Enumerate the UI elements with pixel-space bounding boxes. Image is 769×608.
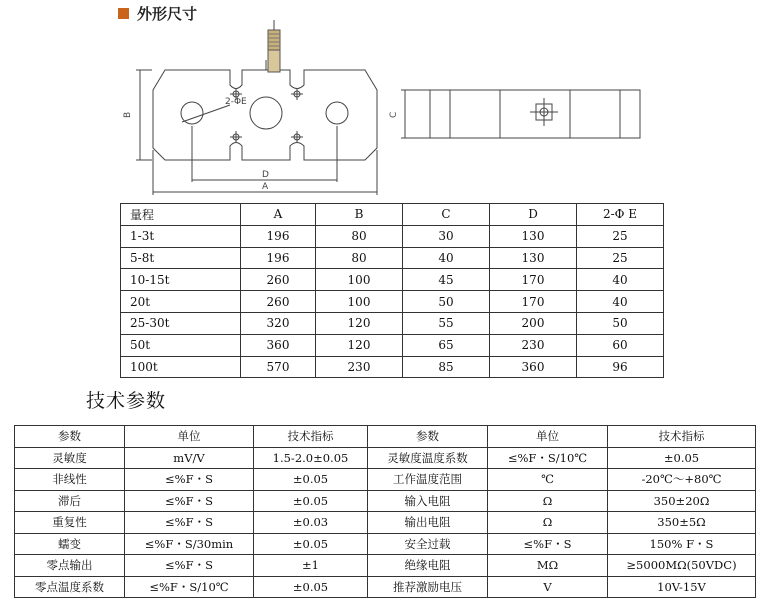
table-row — [121, 334, 664, 356]
table-cell: 100 — [316, 269, 403, 291]
table-cell: 灵敏度温度系数 — [368, 447, 488, 469]
table-cell: 570 — [241, 356, 316, 378]
table-cell: ≥5000MΩ(50VDC) — [608, 555, 756, 577]
side-view — [401, 90, 640, 138]
table-cell: 230 — [490, 334, 577, 356]
table-cell: 60 — [577, 334, 664, 356]
table-cell: 滞后 — [15, 490, 125, 512]
table-cell: 360 — [490, 356, 577, 378]
table-cell: 1-3t — [121, 225, 241, 247]
table-cell: 80 — [316, 225, 403, 247]
table-cell: 40 — [577, 269, 664, 291]
header-cell: B — [316, 204, 403, 226]
table-cell: ≤%F・S — [125, 555, 254, 577]
table-cell: 50 — [577, 312, 664, 334]
table-cell: ±0.05 — [254, 533, 368, 555]
table-cell: Ω — [488, 490, 608, 512]
table-cell: 350±20Ω — [608, 490, 756, 512]
table-cell: 170 — [490, 269, 577, 291]
table-cell: 输出电阻 — [368, 512, 488, 534]
table-cell: 10V-15V — [608, 576, 756, 598]
table-row — [121, 247, 664, 269]
table-row — [15, 447, 756, 469]
table-cell: 360 — [241, 334, 316, 356]
label-D: D — [262, 170, 269, 180]
table-cell: 50t — [121, 334, 241, 356]
table-cell: 10-15t — [121, 269, 241, 291]
table-cell: 85 — [403, 356, 490, 378]
table-cell: ≤%F・S/10℃ — [125, 576, 254, 598]
table-cell: mV/V — [125, 447, 254, 469]
table-cell: ≤%F・S — [125, 512, 254, 534]
table-row — [15, 576, 756, 598]
table-cell: 40 — [577, 291, 664, 313]
label-A: A — [262, 182, 269, 192]
table-cell: ≤%F・S — [125, 490, 254, 512]
header-cell: 2-Φ E — [577, 204, 664, 226]
table-row — [121, 269, 664, 291]
header-cell: C — [403, 204, 490, 226]
table-cell: V — [488, 576, 608, 598]
table-cell: 196 — [241, 225, 316, 247]
table-cell: 非线性 — [15, 469, 125, 491]
header-cell: 量程 — [121, 204, 241, 226]
table-cell: 40 — [403, 247, 490, 269]
center-hole — [250, 97, 282, 129]
label-hole: 2-ΦE — [225, 97, 247, 107]
table-cell: 96 — [577, 356, 664, 378]
table-cell: 200 — [490, 312, 577, 334]
table-cell: Ω — [488, 512, 608, 534]
tech-spec-table — [14, 425, 756, 598]
table-cell: 320 — [241, 312, 316, 334]
table-cell: ±0.05 — [254, 469, 368, 491]
header-cell: 单位 — [488, 426, 608, 448]
header-cell: 单位 — [125, 426, 254, 448]
table-cell: 输入电阻 — [368, 490, 488, 512]
table-cell: 安全过载 — [368, 533, 488, 555]
table-row — [15, 555, 756, 577]
table-cell: 50 — [403, 291, 490, 313]
table-cell: 120 — [316, 312, 403, 334]
table-cell: 零点输出 — [15, 555, 125, 577]
table-cell: ±0.03 — [254, 512, 368, 534]
table-row — [121, 291, 664, 313]
cable-connector — [266, 20, 280, 72]
table-cell: ≤%F・S/10℃ — [488, 447, 608, 469]
table-cell: 260 — [241, 291, 316, 313]
header-cell: 参数 — [15, 426, 125, 448]
table-cell: 推荐激励电压 — [368, 576, 488, 598]
table-cell: 零点温度系数 — [15, 576, 125, 598]
front-view-outline — [153, 70, 377, 160]
table-row — [15, 512, 756, 534]
header-cell: 技术指标 — [254, 426, 368, 448]
table-cell: 30 — [403, 225, 490, 247]
table-row — [121, 312, 664, 334]
table-row — [15, 533, 756, 555]
header-cell: 技术指标 — [608, 426, 756, 448]
dimension-drawing — [0, 0, 769, 205]
table-cell: 45 — [403, 269, 490, 291]
table-cell: 350±5Ω — [608, 512, 756, 534]
table-cell: 灵敏度 — [15, 447, 125, 469]
table-cell: 130 — [490, 225, 577, 247]
table-cell: 20t — [121, 291, 241, 313]
table-cell: ±0.05 — [608, 447, 756, 469]
table-row — [15, 469, 756, 491]
table-cell: 230 — [316, 356, 403, 378]
table-cell: 150% F・S — [608, 533, 756, 555]
table-cell: MΩ — [488, 555, 608, 577]
table-cell: ℃ — [488, 469, 608, 491]
label-B: B — [123, 111, 133, 118]
table-cell: 100 — [316, 291, 403, 313]
header-cell: A — [241, 204, 316, 226]
table-cell: 25 — [577, 225, 664, 247]
table-cell: 1.5-2.0±0.05 — [254, 447, 368, 469]
header-cell: 参数 — [368, 426, 488, 448]
table-cell: 重复性 — [15, 512, 125, 534]
right-hole — [326, 102, 348, 124]
table-cell: ±1 — [254, 555, 368, 577]
table-cell: 130 — [490, 247, 577, 269]
table-cell: 120 — [316, 334, 403, 356]
section-title-tech: 技术参数 — [86, 390, 167, 412]
table-cell: 蠕变 — [15, 533, 125, 555]
table-cell: ≤%F・S/30min — [125, 533, 254, 555]
table-cell: 170 — [490, 291, 577, 313]
table-header-row — [15, 426, 756, 448]
table-cell: ±0.05 — [254, 490, 368, 512]
table-cell: 260 — [241, 269, 316, 291]
table-cell: 工作温度范围 — [368, 469, 488, 491]
table-cell: 65 — [403, 334, 490, 356]
table-cell: ≤%F・S — [488, 533, 608, 555]
header-cell: D — [490, 204, 577, 226]
table-cell: ±0.05 — [254, 576, 368, 598]
table-header-row — [121, 204, 664, 226]
table-cell: 25 — [577, 247, 664, 269]
table-cell: 196 — [241, 247, 316, 269]
table-cell: -20℃～+80℃ — [608, 469, 756, 491]
table-cell: 绝缘电阻 — [368, 555, 488, 577]
label-C: C — [389, 111, 399, 118]
section-title: 外形尺寸 — [137, 4, 198, 23]
table-cell: 100t — [121, 356, 241, 378]
table-row — [15, 490, 756, 512]
table-cell: 5-8t — [121, 247, 241, 269]
table-cell: 25-30t — [121, 312, 241, 334]
dimension-table — [120, 203, 664, 378]
table-row — [121, 225, 664, 247]
table-cell: 80 — [316, 247, 403, 269]
table-row — [121, 356, 664, 378]
table-cell: 55 — [403, 312, 490, 334]
table-cell: ≤%F・S — [125, 469, 254, 491]
